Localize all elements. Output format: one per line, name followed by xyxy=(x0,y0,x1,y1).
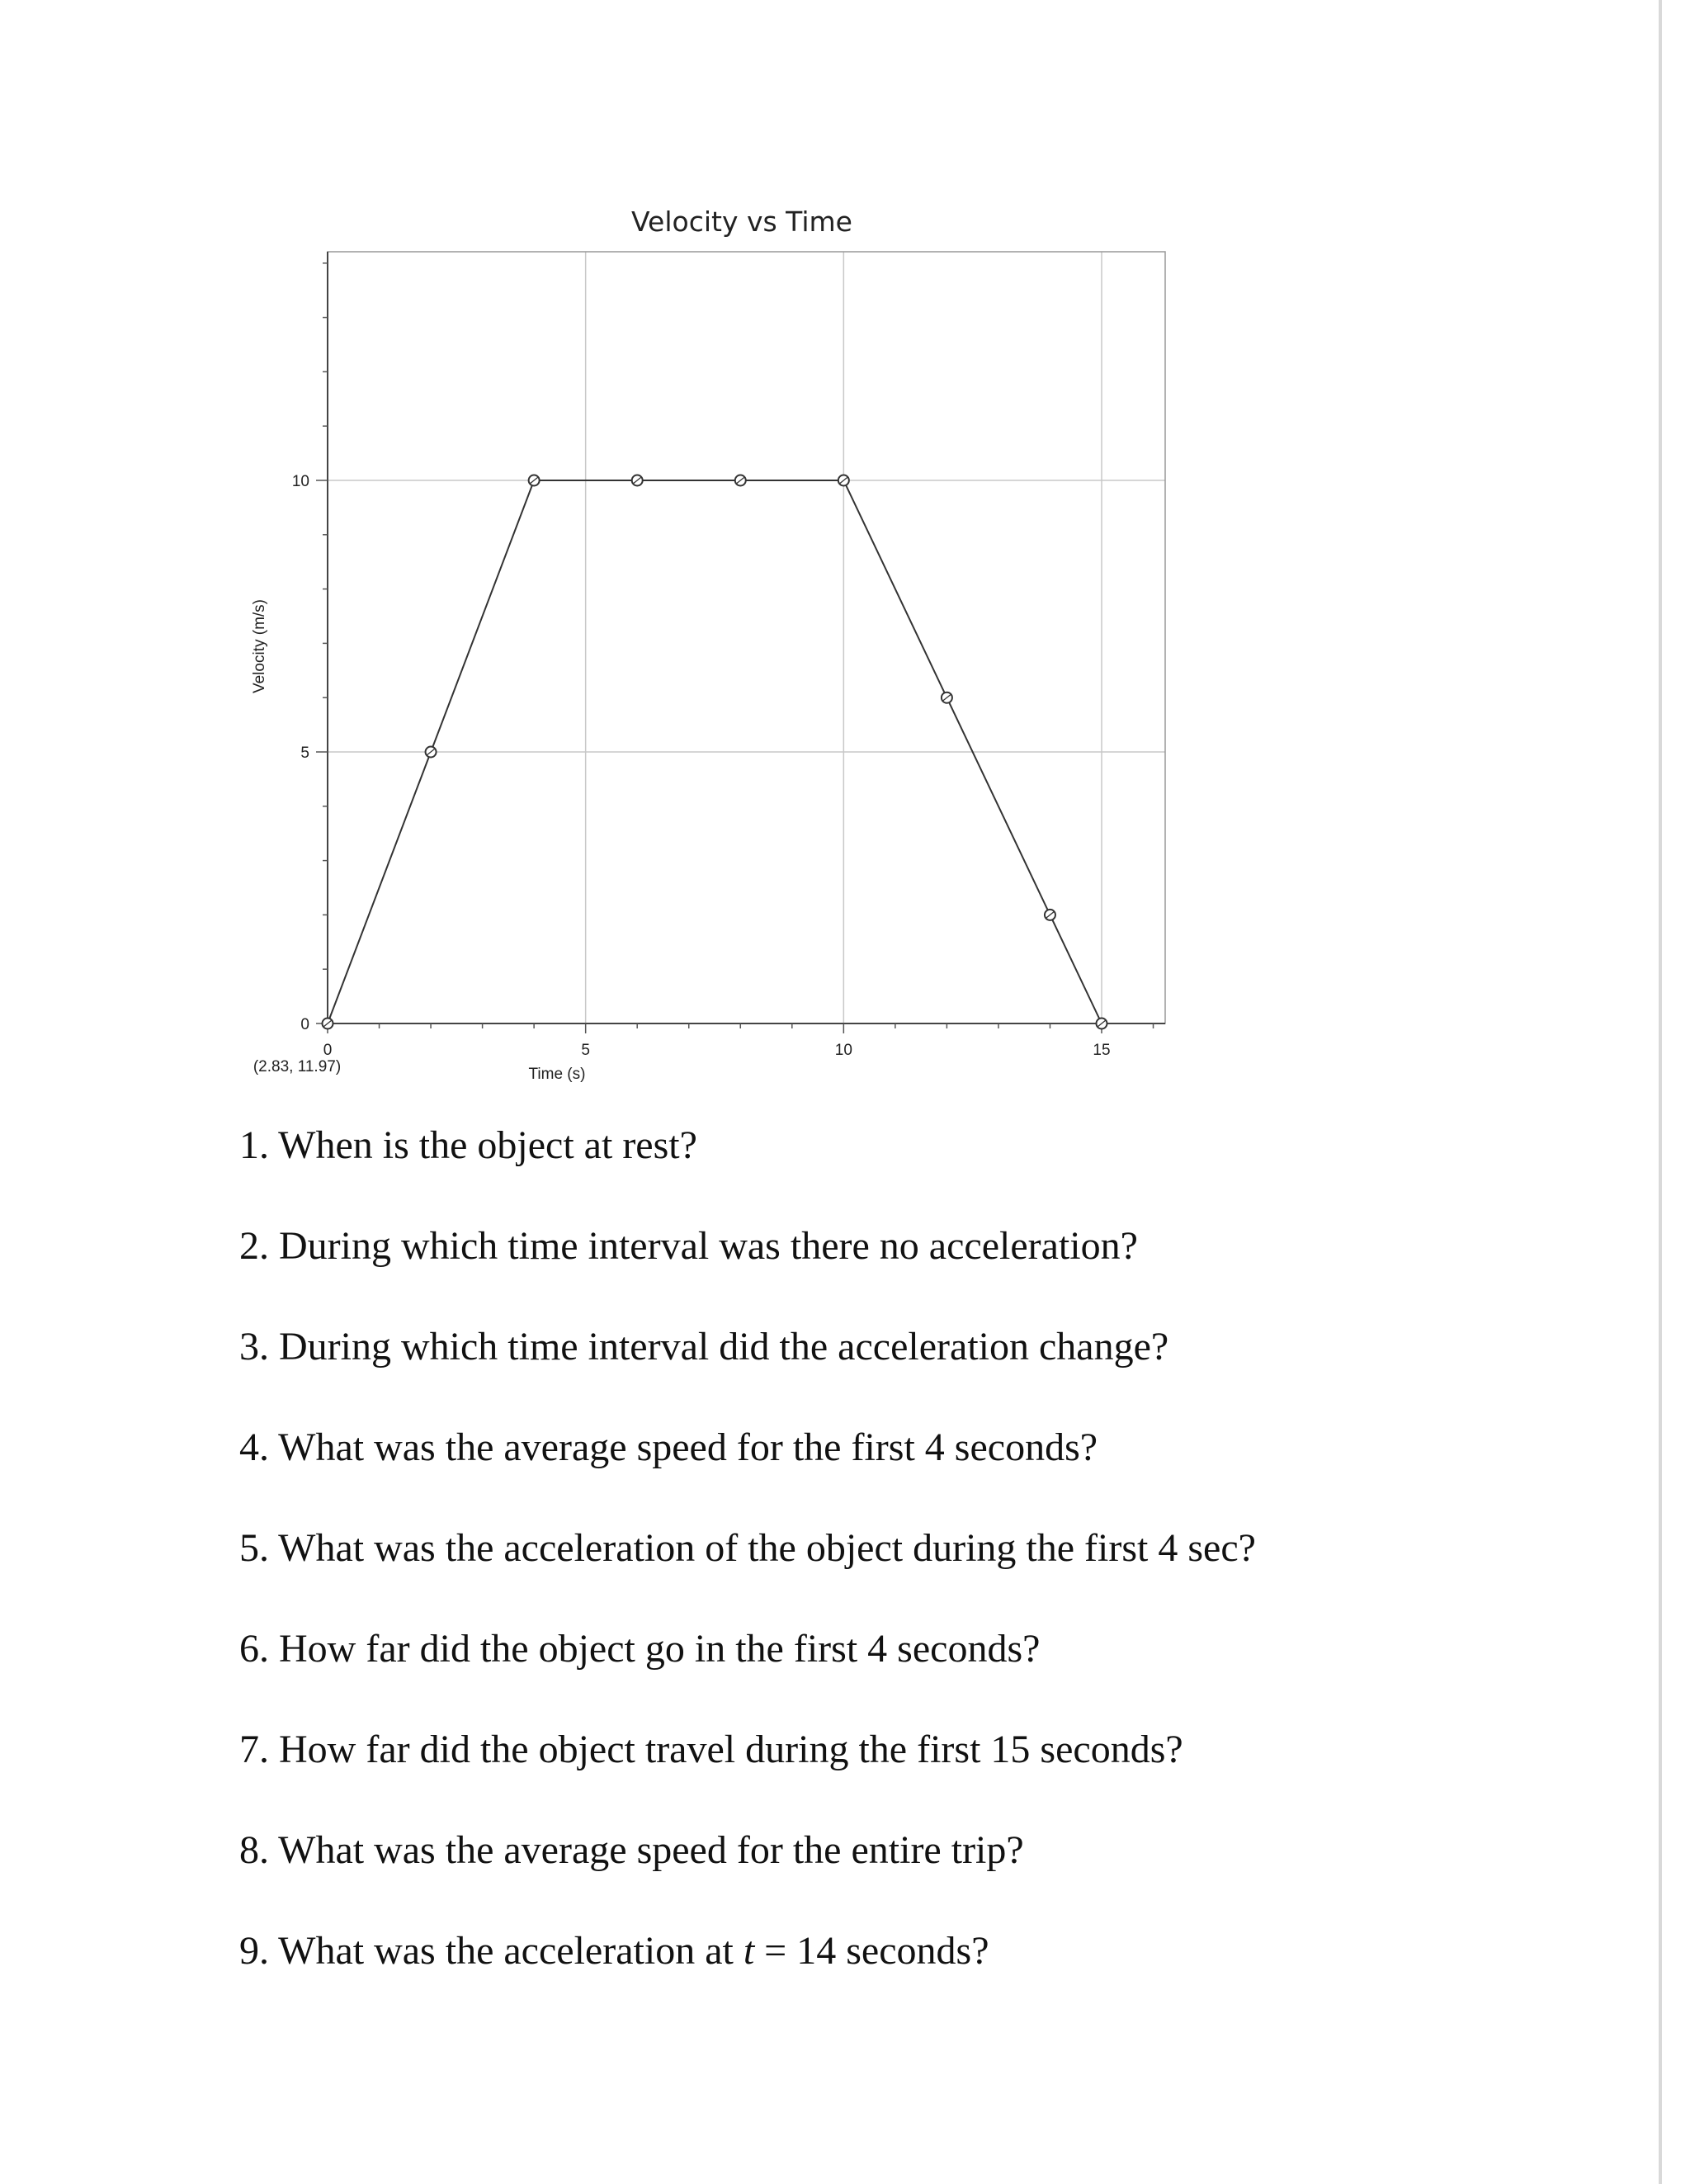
chart-title: Velocity vs Time xyxy=(631,206,852,238)
question-1 xyxy=(239,1123,697,1168)
question-3 xyxy=(239,1324,1168,1369)
question-5-text: 5. What was the acceleration of the object during the first 4 sec? xyxy=(239,1526,1256,1570)
question-7-text: 7. How far did the object travel during the first 15 seconds? xyxy=(239,1728,1183,1771)
axis-layer xyxy=(328,252,1165,1023)
question-2 xyxy=(239,1223,1138,1269)
x-tick-label: 15 xyxy=(1093,1042,1111,1059)
x-tick-label: 10 xyxy=(834,1042,852,1059)
question-8 xyxy=(239,1827,1024,1873)
question-4-text: 4. What was the average speed for the first 4 seconds? xyxy=(239,1425,1098,1469)
question-9-suffix: = 14 seconds? xyxy=(754,1929,989,1973)
y-tick-label: 10 xyxy=(291,473,309,490)
question-3-text: 3. During which time interval did the acceleration change? xyxy=(239,1325,1169,1369)
grid-layer xyxy=(328,252,1165,1023)
question-9-text: 9. What was the acceleration at xyxy=(239,1929,744,1973)
x-axis-label: Time (s) xyxy=(528,1066,586,1083)
plot-frame xyxy=(328,252,1165,1023)
y-axis-label: Velocity (m/s) xyxy=(251,598,268,694)
y-tick-label: 5 xyxy=(300,745,309,762)
question-2-text: 2. During which time interval was there no acceleration? xyxy=(239,1224,1138,1268)
x-tick-label: 5 xyxy=(581,1042,590,1059)
question-8-text: 8. What was the average speed for the entire trip? xyxy=(239,1828,1024,1872)
time-variable: t xyxy=(743,1929,755,1973)
question-6-text: 6. How far did the object go in the first 4 seconds? xyxy=(239,1627,1041,1671)
cursor-readout: (2.83, 11.97) xyxy=(253,1058,342,1075)
question-5 xyxy=(239,1525,1256,1571)
question-4 xyxy=(239,1425,1098,1470)
question-9 xyxy=(239,1928,989,1974)
question-6 xyxy=(239,1626,1040,1671)
question-7 xyxy=(239,1727,1183,1772)
tick-layer xyxy=(292,263,1154,1059)
y-tick-label: 0 xyxy=(300,1016,309,1033)
question-1-text: 1. When is the object at rest? xyxy=(239,1123,697,1167)
x-tick-label: 0 xyxy=(323,1042,333,1059)
